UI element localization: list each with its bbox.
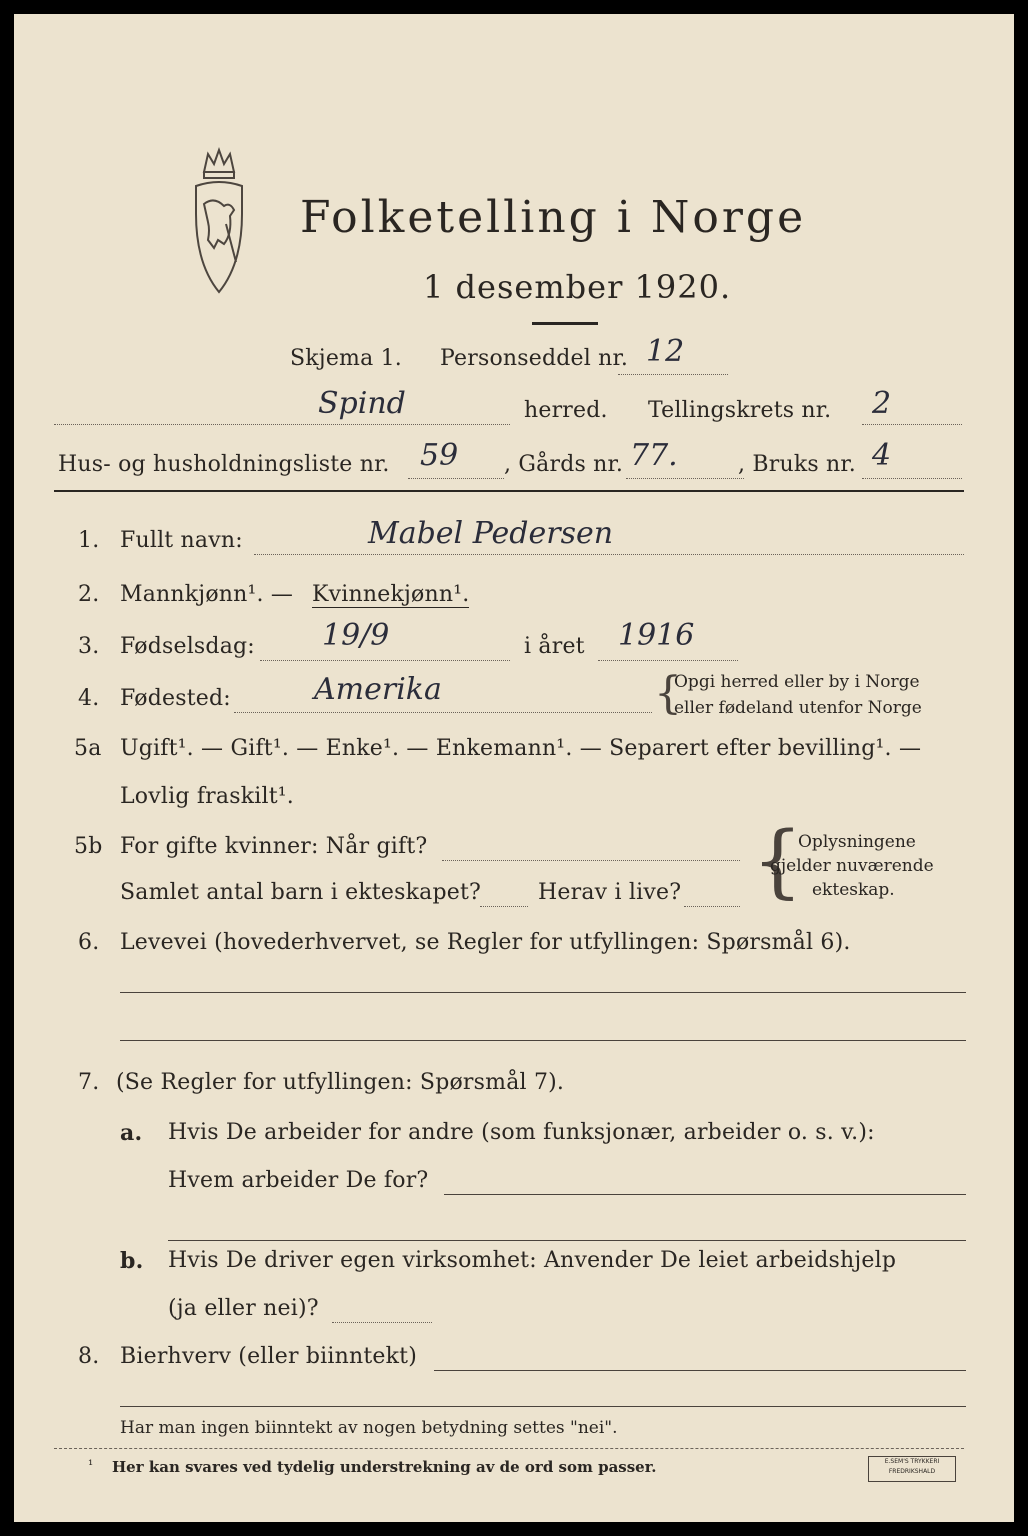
q7b-line-1: Hvis De driver egen virksomhet: Anvender De leiet arbeidshjelp [168,1248,897,1273]
printer-mark [868,1456,956,1482]
q5b-number: 5b [74,834,103,859]
q5a-line-2: Lovlig fraskilt¹. [120,784,294,809]
q5a-number: 5a [74,736,102,761]
q3-number: 3. [78,634,100,659]
coat-of-arms-icon [174,144,264,308]
bruks-value[interactable]: 4 [872,438,892,473]
footnote-text: Her kan svares ved tydelig understrekning av de ord som passer. [112,1458,657,1476]
q5b-alive-label: Herav i live? [538,880,682,905]
q7a-number: a. [120,1120,143,1146]
q7a-answer-line[interactable] [444,1194,966,1195]
q7b-line-2: (ja eller nei)? [168,1296,319,1321]
q1-number: 1. [78,528,100,553]
q3-year-label: i året [524,634,585,659]
q7a-answer-line-2[interactable] [168,1240,966,1241]
form-title: Folketelling i Norge [300,192,807,243]
q6-answer-line-1[interactable] [120,992,966,993]
header-divider [54,490,964,492]
q5b-note-2: gjelder nuværende [770,856,934,876]
printer-line-2: FREDRIKSHALD [888,1468,936,1475]
hus-label: Hus- og husholdningsliste nr. [58,452,390,477]
q2-number: 2. [78,582,100,607]
q5b-note-3: ekteskap. [812,880,895,900]
q5b-line-1: For gifte kvinner: Når gift? [120,834,428,859]
full-name-value[interactable]: Mabel Pedersen [368,516,614,551]
census-form: Folketelling i Norge 1 desember 1920. Skjema 1. Personseddel nr. 12 Spind herred. Tellingskrets nr. 2 Hus- og husholdningsliste nr. 59 , Gårds nr. 77. , Bruks nr. 4 1. Fullt navn: Mabel Pedersen 2. Mannkjønn¹. — Kvinnekjønn¹. 3. Fødselsdag: 19/9 i året 1916 4. Fødested: Amerika { Opgi herred eller by i Norge eller fødeland utenfor Norge 5a Ugift¹. — Gift¹. — Enke¹. — Enkemann¹. — Separert efter bevilling¹. — Lovlig fraskilt¹. 5b For gifte kvinner: Når gift? Samlet antal barn i ekteskapet? Herav i live? { Oplysningene gjelder nuværende ekteskap. 6. Levevei (hovederhvervet, se Regler for utfyllingen: Spørsmål 6). 7. (Se Regler for utfyllingen: Spørsmål 7). a. Hvis De arbeider for andre (som funksjonær, arbeider o. s. v.): Hvem arbeider De for? b. Hvis De driver egen virksomhet: Anvender De leiet arbeidshjelp (ja eller nei)? 8. Bierhverv (eller biinntekt) Har man ingen biinntekt av nogen betydning settes "nei". ¹ Her kan svares ved tydelig understrekning av de ord som passer. E.SEM'S TRYKKERI FREDRIKSHALD [14,14,1014,1522]
q8-answer-line[interactable] [434,1370,966,1371]
q7a-line-1: Hvis De arbeider for andre (som funksjonær, arbeider o. s. v.): [168,1120,875,1145]
q6-label: Levevei (hovederhvervet, se Regler for utfyllingen: Spørsmål 6). [120,930,851,955]
herred-value[interactable]: Spind [318,386,406,421]
q6-number: 6. [78,930,100,955]
birth-year-value[interactable]: 1916 [618,618,695,653]
q5b-children-label: Samlet antal barn i ekteskapet? [120,880,482,905]
q8-label: Bierhverv (eller biinntekt) [120,1344,418,1369]
q5b-note-1: Oplysningene [798,832,916,852]
footnote-divider [54,1448,964,1449]
birthday-value[interactable]: 19/9 [322,618,390,653]
q7-number: 7. [78,1070,100,1095]
form-date: 1 desember 1920. [423,268,732,306]
title-divider [532,322,598,325]
footnote-mark: ¹ [88,1458,94,1473]
bruks-label: , Bruks nr. [738,452,856,477]
tellingskrets-label: Tellingskrets nr. [648,398,832,423]
q2-mannkjonn: Mannkjønn¹. — [120,582,294,607]
personseddel-value[interactable]: 12 [646,334,685,369]
personseddel-label: Personseddel nr. [440,346,629,371]
q7-label: (Se Regler for utfyllingen: Spørsmål 7). [116,1070,565,1095]
q8-number: 8. [78,1344,100,1369]
q3-label: Fødselsdag: [120,634,255,659]
q4-note-2: eller fødeland utenfor Norge [674,698,922,718]
q1-label: Fullt navn: [120,528,243,553]
birthplace-value[interactable]: Amerika [314,672,442,707]
tellingskrets-value[interactable]: 2 [872,386,892,421]
q5a-line-1: Ugift¹. — Gift¹. — Enke¹. — Enkemann¹. — Separert efter bevilling¹. — [120,736,922,761]
q6-answer-line-2[interactable] [120,1040,966,1041]
q2-kvinnekjonn-underlined: Kvinnekjønn¹. [312,582,470,607]
q7b-number: b. [120,1248,144,1274]
q4-note-1: Opgi herred eller by i Norge [674,672,920,692]
printer-line-1: E.SEM'S TRYKKERI [884,1458,940,1465]
hus-value[interactable]: 59 [420,438,459,473]
gards-label: , Gårds nr. [504,452,624,477]
q4-label: Fødested: [120,686,231,711]
gards-value[interactable]: 77. [630,438,678,473]
skjema-label: Skjema 1. [290,346,403,371]
q7a-line-2: Hvem arbeider De for? [168,1168,429,1193]
q4-number: 4. [78,686,100,711]
q8-note: Har man ingen biinntekt av nogen betydning settes "nei". [120,1418,618,1438]
herred-label: herred. [524,398,608,423]
q8-answer-line-2[interactable] [120,1406,966,1407]
